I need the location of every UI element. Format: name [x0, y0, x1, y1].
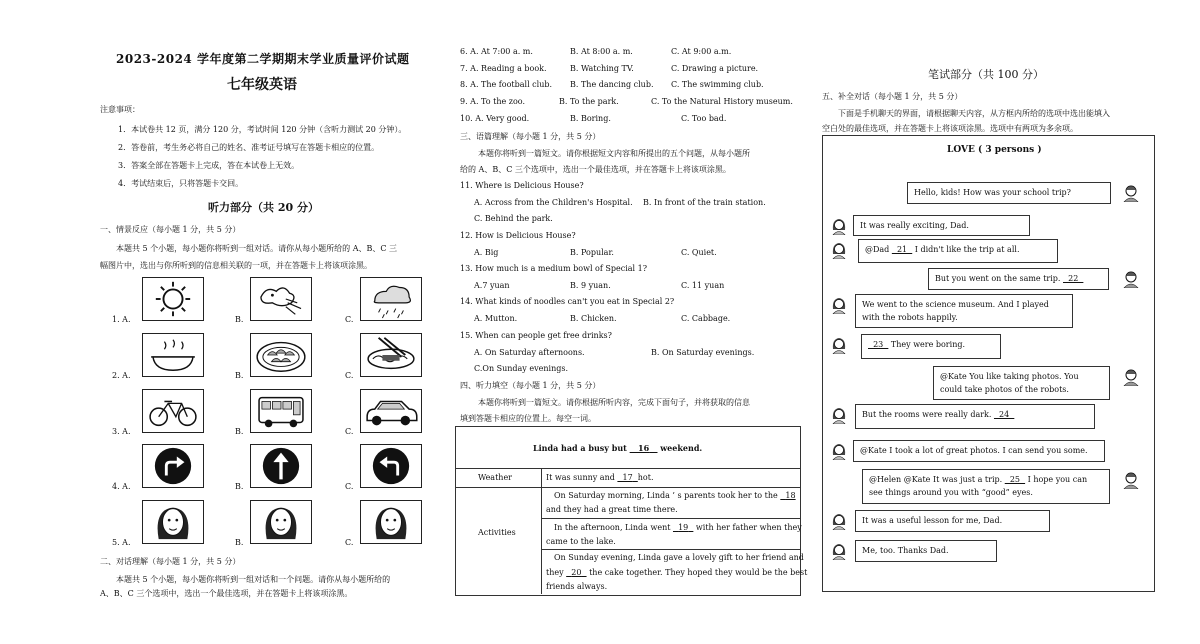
activity-3-line-2 [546, 568, 807, 577]
blank-23: 23 [868, 340, 889, 349]
avatar-icon [1122, 368, 1140, 386]
option-c-label: C. [345, 538, 354, 547]
part4-desc-2: 填到答题卡相应的位置上。每空一词。 [460, 414, 596, 423]
go-straight-sign-icon [250, 444, 312, 488]
avatar-icon [830, 442, 848, 460]
avatar-icon [830, 296, 848, 314]
picture-row-label: 5. A. [112, 538, 131, 547]
avatar-icon [830, 336, 848, 354]
weather-b: hot. [637, 473, 654, 482]
avatar-icon [830, 512, 848, 530]
q7-a: 7. A. Reading a book. [460, 64, 547, 73]
q7-c: C. Drawing a picture. [671, 64, 759, 73]
table-divider [541, 549, 800, 550]
q12-b: B. Popular. [570, 248, 614, 257]
q14-b: B. Chicken. [570, 314, 617, 323]
option-b-label: B. [235, 371, 244, 380]
q10-b: B. Boring. [570, 114, 611, 123]
noodles-icon [360, 333, 422, 377]
part2-desc-1: 本题共 5 个小题，每小题你将听到一组对话和一个问题。请你从每小题所给的 [116, 575, 391, 584]
chat-message: @Kate You like taking photos. You could take photos of the robots. [933, 366, 1110, 400]
q15-c: C.On Sunday evenings. [474, 364, 568, 373]
q12-a: A. Big [474, 248, 499, 257]
part4-desc-1: 本题你将听到一篇短文。请你根据所听内容，完成下面句子，并将获取的信息 [478, 398, 750, 407]
q14-c: C. Cabbage. [681, 314, 731, 323]
part3-title: 三、语篇理解（每小题 1 分，共 5 分） [460, 132, 601, 141]
note-2: 2．答卷前，考生务必将自己的姓名、准考证号填写在答题卡相应的位置。 [118, 143, 380, 152]
avatar-icon [830, 241, 848, 259]
blank-18 [780, 491, 795, 500]
act3-c: the cake together. They hoped they would be the best [589, 568, 808, 577]
option-c-label: C. [345, 371, 354, 380]
picture-row-label: 3. A. [112, 427, 131, 436]
blank-16 [630, 443, 658, 453]
part3-desc-2: 给的 A、B、C 三个选项中，选出一个最佳选项，并在答题卡上将该项涂黑。 [460, 165, 731, 174]
part1-title: 一、情景反应（每小题 1 分，共 5 分） [100, 225, 241, 234]
note-4: 4．考试结束后，只将答题卡交回。 [118, 179, 244, 188]
table-title [533, 443, 702, 453]
act3-a: On Sunday evening, Linda gave a lovely gift to her friend and [554, 553, 804, 562]
turn-left-sign-icon [360, 444, 422, 488]
chat-message: 23 They were boring. [861, 334, 1001, 359]
exam-title: 2023-2024 学年度第二学期期末学业质量评价试题 [116, 52, 410, 66]
avatar-icon [830, 217, 848, 235]
q9-a: 9. A. To the zoo. [460, 97, 526, 106]
q6-a: 6. A. At 7:00 a. m. [460, 47, 533, 56]
option-c-label: C. [345, 427, 354, 436]
blank-16-number: 16 [638, 443, 650, 453]
exam-subtitle: 七年级英语 [227, 77, 297, 93]
q10-a: 10. A. Very good. [460, 114, 530, 123]
blank-18-number: 18 [785, 491, 796, 500]
option-b-label: B. [235, 538, 244, 547]
q13: 13. How much is a medium bowl of Special 1? [460, 264, 647, 273]
table-divider [541, 468, 542, 594]
q10-c: C. Too bad. [681, 114, 727, 123]
dumplings-icon [250, 333, 312, 377]
table-divider [455, 468, 800, 469]
table-title-b: weekend. [660, 443, 703, 453]
activities-label: Activities [478, 528, 516, 537]
part5-desc-2: 空白处的最佳选项，并在答题卡上将该项涂黑。选项中有两项为多余项。 [822, 124, 1078, 133]
blank-21: 21 [891, 245, 913, 254]
chat-message: But the rooms were really dark. 24 [855, 404, 1095, 429]
avatar-icon [830, 406, 848, 424]
q6-c: C. At 9:00 a.m. [671, 47, 732, 56]
picture-row-label: 4. A. [112, 482, 131, 491]
bus-icon [250, 389, 312, 433]
option-c-label: C. [345, 315, 354, 324]
q8-b: B. The dancing club. [570, 80, 654, 89]
weather-a: It was sunny and [546, 473, 615, 482]
chat-message: It was a useful lesson for me, Dad. [855, 510, 1050, 532]
blank-19 [673, 523, 693, 532]
activity-1-line-1 [554, 491, 796, 500]
blank-24: 24 [993, 410, 1015, 419]
part5-title: 五、补全对话（每小题 1 分，共 5 分） [822, 92, 963, 101]
q6-b: B. At 8:00 a. m. [570, 47, 633, 56]
q11-c: C. Behind the park. [474, 214, 553, 223]
blank-20-number: 20 [571, 568, 582, 577]
note-3: 3．答案全部在答题卡上完成，答在本试卷上无效。 [118, 161, 300, 170]
q11-a: A. Across from the Children's Hospital. [474, 198, 633, 207]
act3-b: they [546, 568, 564, 577]
chat-message: We went to the science museum. And I played with the robots happily. [855, 294, 1073, 328]
q15-a: A. On Saturday afternoons. [474, 348, 585, 357]
car-icon [360, 389, 422, 433]
picture-row-label: 1. A. [112, 315, 131, 324]
table-title-a: Linda had a busy but [533, 443, 627, 453]
notes-title: 注意事项： [100, 105, 140, 114]
part1-desc-1: 本题共 5 个小题，每小题你将听到一组对话。请你从每小题所给的 A、B、C 三 [116, 244, 398, 253]
blank-25: 25 [1004, 475, 1026, 484]
blank-22: 22 [1063, 274, 1084, 283]
q12-c: C. Quiet. [681, 248, 717, 257]
q15: 15. When can people get free drinks? [460, 331, 612, 340]
activity-2-line-1 [554, 523, 802, 532]
option-b-label: B. [235, 482, 244, 491]
act3-d: friends always. [546, 582, 608, 591]
q11-b: B. In front of the train station. [643, 198, 766, 207]
q14-a: A. Mutton. [474, 314, 518, 323]
turn-right-sign-icon [142, 444, 204, 488]
q13-a: A.7 yuan [474, 281, 510, 290]
part4-title: 四、听力填空（每小题 1 分，共 5 分） [460, 381, 601, 390]
act1-b: and they had a great time there. [546, 505, 678, 514]
act1-a: On Saturday morning, Linda ’ s parents took her to the [554, 491, 778, 500]
q13-c: C. 11 yuan [681, 281, 725, 290]
option-b-label: B. [235, 427, 244, 436]
table-divider [455, 487, 800, 488]
option-b-label: B. [235, 315, 244, 324]
blank-19-number: 19 [678, 523, 689, 532]
q8-a: 8. A. The football club. [460, 80, 553, 89]
chat-message: @Dad 21 I didn't like the trip at all. [858, 239, 1058, 263]
q9-b: B. To the park. [559, 97, 619, 106]
q14: 14. What kinds of noodles can't you eat in Special 2? [460, 297, 675, 306]
picture-row-label: 2. A. [112, 371, 131, 380]
q7-b: B. Watching TV. [570, 64, 634, 73]
part1-desc-2: 幅图片中，选出与你所听到的信息相关联的一项，并在答题卡上将该项涂黑。 [100, 261, 372, 270]
part5-desc-1: 下面是手机聊天的界面，请根据聊天内容，从方框内所给的选项中选出能填入 [838, 109, 1110, 118]
table-divider [541, 518, 800, 519]
chat-message: It was really exciting, Dad. [853, 215, 1030, 236]
woman-face-icon [142, 500, 204, 544]
part2-title: 二、对话理解（每小题 1 分，共 5 分） [100, 557, 241, 566]
bicycle-icon [142, 389, 204, 433]
act2-c: came to the lake. [546, 537, 616, 546]
q8-c: C. The swimming club. [671, 80, 764, 89]
blank-17-number: 17 [622, 473, 633, 482]
rain-cloud-icon [360, 277, 422, 321]
q15-b: B. On Saturday evenings. [651, 348, 755, 357]
chat-message: But you went on the same trip. 22 [928, 268, 1109, 290]
act2-a: In the afternoon, Linda went [554, 523, 671, 532]
chat-message: Hello, kids! How was your school trip? [907, 182, 1111, 204]
wind-icon [250, 277, 312, 321]
note-1: 1．本试卷共 12 页，满分 120 分，考试时间 120 分钟（含听力测试 20 分钟）。 [118, 125, 407, 134]
blank-20 [566, 568, 586, 577]
option-c-label: C. [345, 482, 354, 491]
blank-17 [617, 473, 637, 482]
avatar-icon [1122, 270, 1140, 288]
part3-desc-1: 本题你将听到一篇短文。请你根据短文内容和所提出的五个问题，从每小题所 [478, 149, 750, 158]
avatar-icon [1122, 471, 1140, 489]
weather-text [546, 473, 654, 482]
weather-label: Weather [478, 473, 512, 482]
q9-c: C. To the Natural History museum. [651, 97, 793, 106]
soup-bowl-icon [142, 333, 204, 377]
avatar-icon [1122, 184, 1140, 202]
q13-b: B. 9 yuan. [570, 281, 611, 290]
chat-message: @Helen @Kate It was just a trip. 25 I hope you can see things around you with “good” eyes. [862, 469, 1110, 504]
woman-face-icon [250, 500, 312, 544]
avatar-icon [830, 542, 848, 560]
woman-face-icon [360, 500, 422, 544]
listening-title: 听力部分（共 20 分） [208, 201, 319, 214]
chat-message: @Kate I took a lot of great photos. I can send you some. [853, 440, 1105, 462]
chat-message: Me, too. Thanks Dad. [855, 540, 997, 562]
written-title: 笔试部分（共 100 分） [928, 68, 1044, 81]
act2-b: with her father when they [695, 523, 802, 532]
part2-desc-2: A、B、C 三个选项中，选出一个最佳选项，并在答题卡上将该项涂黑。 [100, 589, 353, 598]
q12: 12. How is Delicious House? [460, 231, 576, 240]
q11: 11. Where is Delicious House? [460, 181, 584, 190]
chat-title: LOVE ( 3 persons ) [947, 145, 1042, 155]
sun-icon [142, 277, 204, 321]
